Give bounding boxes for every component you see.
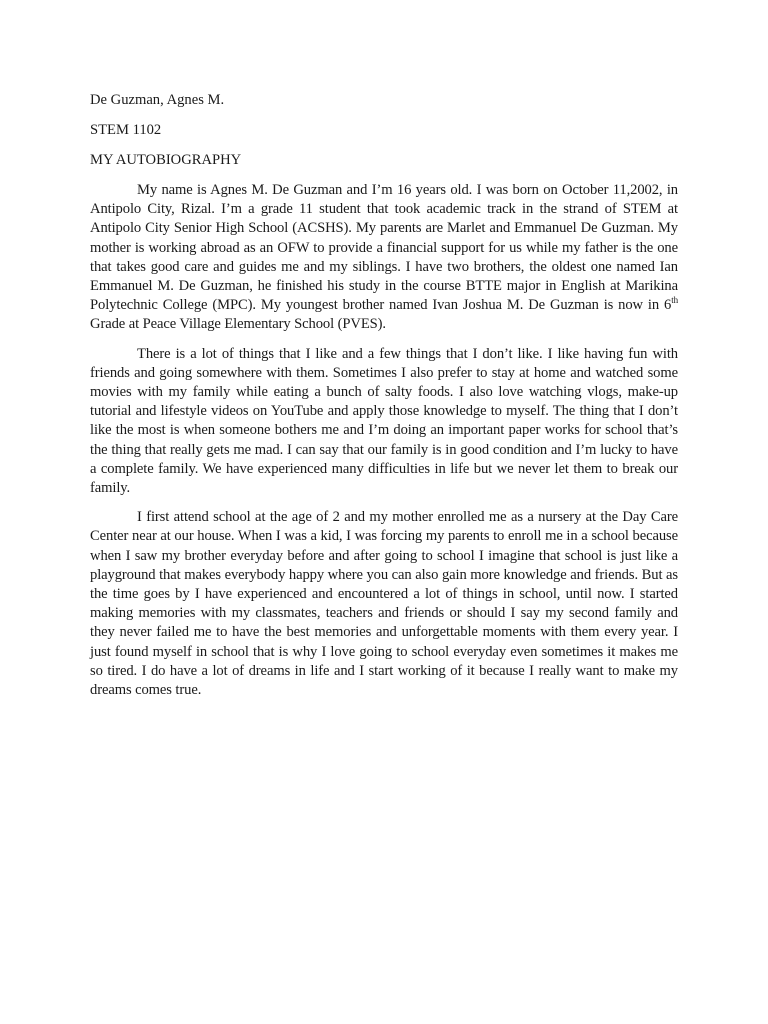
paragraph-intro (90, 181, 678, 335)
document-title: MY AUTOBIOGRAPHY (90, 152, 242, 168)
paragraph-school: I first attend school at the age of 2 and my mother enrolled me as a nursery at the Day Care Center near at our house. When I was a kid, I was forcing my parents to enroll me in a school because when I saw my brother everyday before and after going to school I imagine that school is just like a playground that makes everybody happy where you can also gain more knowledge and friends. But as the time goes by I have experienced and encountered a lot of things in school, until now. I started making memories with my classmates, teachers and friends or should I say my second family and they never failed me to have the best memories and unforgettable moments with them every year. I just found myself in school that is why I love going to school everyday even sometimes it makes me so tired. I do have a lot of dreams in life and I start working of it because I really want to make my dreams comes true. (90, 509, 678, 699)
ordinal-superscript: th (671, 295, 678, 306)
paragraph-intro-text: My name is Agnes M. De Guzman and I’m 16 years old. I was born on October 11,2002, in Antipolo City, Rizal. I’m a grade 11 student that took academic track in the strand of STEM at Antipolo City Senior High School (ACSHS). My parents are Marlet and Emmanuel De Guzman. My mother is working abroad as an OFW to provide a financial support for us while my father is the one that takes good care and guides me and my siblings. I have two brothers, the oldest one named Ian Emmanuel M. De Guzman, he finished his study in the course BTTE major in English at Marikina Polytechnic College (MPC). My youngest brother named Ivan Joshua M. De Guzman is now in 6 (90, 182, 678, 314)
paragraph-intro-text-end: Grade at Peace Village Elementary School (PVES). (90, 316, 386, 333)
paragraph-likes: There is a lot of things that I like and a few things that I don’t like. I like having fun with friends and going somewhere with them. Sometimes I also prefer to stay at home and watched some movies with my family while eating a bunch of salty foods. I also love watching vlogs, make-up tutorial and lifestyle videos on YouTube and apply those knowledge to myself. The thing that I don’t like the most is when someone bothers me and I’m doing an important paper works for school that’s the thing that really gets me mad. I can say that our family is in good condition and I’m lucky to have a complete family. We have experienced many difficulties in life but we never let them to break our family. (90, 345, 678, 497)
class-section: STEM 1102 (90, 122, 162, 138)
author-name: De Guzman, Agnes M. (90, 92, 225, 108)
document-page (90, 91, 678, 710)
